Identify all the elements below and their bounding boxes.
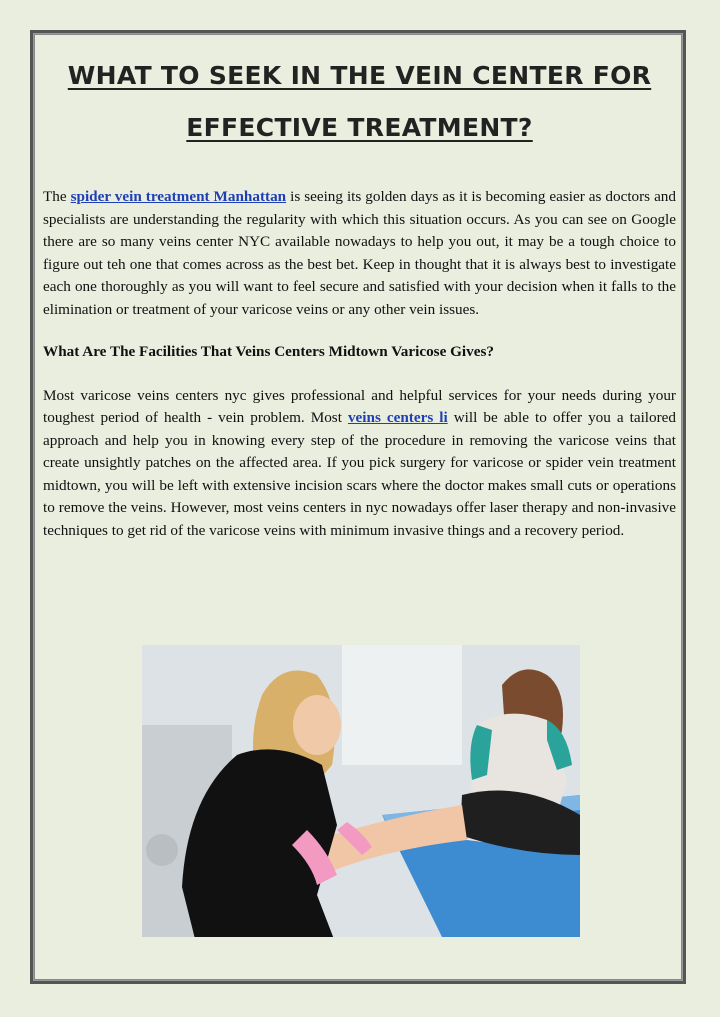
window-light xyxy=(342,645,462,765)
veins-centers-li-link[interactable]: veins centers li xyxy=(347,409,448,426)
treatment-illustration xyxy=(142,645,580,937)
equipment-dial xyxy=(146,834,178,866)
treatment-photo xyxy=(142,645,580,937)
intro-pre: The xyxy=(43,188,71,205)
section-heading: What Are The Facilities That Veins Centers Midtown Varicose Gives? xyxy=(43,343,494,360)
title-line-2: EFFECTIVE TREATMENT? xyxy=(186,113,533,142)
page-title xyxy=(43,50,676,154)
document-content xyxy=(43,50,676,542)
body-paragraph xyxy=(43,385,676,543)
intro-post: is seeing its golden days as it is becoming easier as doctors and specialists are understanding the regularity with which this situation occurs. As you can see on Google there are so many veins center NYC available nowadays to help you out, it may be a tough choice to figure out teh one that comes across as the best bet. Keep in thought that it is always best to investigate each one thoroughly as you will want to feel secure and satisfied with your decision when it falls to the elimination or treatment of your varicose veins or any other vein issues. xyxy=(43,188,676,318)
title-line-1: WHAT TO SEEK IN THE VEIN CENTER FOR xyxy=(67,61,652,90)
intro-paragraph xyxy=(43,186,676,321)
doctor-face xyxy=(293,695,341,755)
spider-vein-treatment-link[interactable]: spider vein treatment Manhattan xyxy=(70,188,287,205)
body-post: will be able to offer you a tailored approach and help you in knowing every step of the procedure in removing the varicose veins that create unsightly patches on the affected area. If you pick surgery for varicose or spider vein treatment midtown, you will be left with extensive incision scars where the doctor makes small cuts or operations to remove the veins. However, most veins centers in nyc nowadays offer laser therapy and non-invasive techniques to get rid of the varicose veins with minimum invasive things and a recovery period. xyxy=(43,409,676,539)
body-pre: Most varicose veins centers nyc gives professional and helpful services for your needs during your toughest period of health - vein problem. Most xyxy=(43,386,676,426)
